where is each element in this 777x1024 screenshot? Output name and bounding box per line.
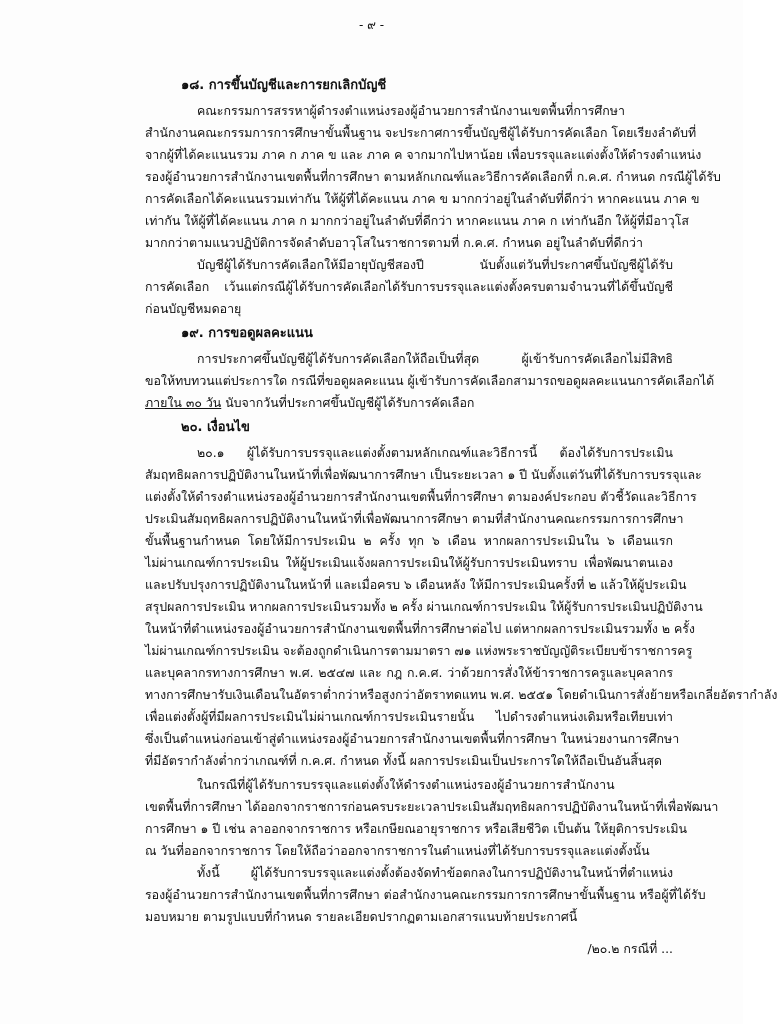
- section-18-p1-line: การคัดเลือกได้คะแนนรวมเท่ากัน ให้ผู้ที่ได้คะแนน ภาค ข มากกว่าอยู่ในลำดับที่ดีกว่า หากคะแนน ภาค ข: [145, 191, 700, 206]
- section-18-p1-line: สำนักงานคณะกรรมการการศึกษาขั้นพื้นฐาน จะประกาศการขึ้นบัญชีผู้ได้รับการคัดเลือก โดยเรียงลำดับที่: [145, 125, 697, 140]
- section-18-p1-line: รองผู้อำนวยการสำนักงานเขตพื้นที่การศึกษา ตามหลักเกณฑ์และวิธีการคัดเลือกที่ ก.ค.ศ. กำหนด กรณีผู้ได้รับ: [145, 169, 721, 184]
- section-20-p1-line: ที่มีอัตรากำลังต่ำกว่าเกณฑ์ที่ ก.ค.ศ. กำหนด ทั้งนี้ ผลการประเมินเป็นประการใดให้ถือเป็นอันสิ้นสุด: [145, 753, 662, 768]
- deadline-underlined: ภายใน ๓๐ วัน: [145, 395, 222, 410]
- section-19-p1-line: ขอให้ทบทวนแต่ประการใด กรณีที่ขอดูผลคะแนน ผู้เข้ารับการคัดเลือกสามารถขอดูผลคะแนนการคัดเลือกได้: [145, 373, 715, 388]
- section-18-p1-line: คณะกรรมการสรรหาผู้ดำรงตำแหน่งรองผู้อำนวยการสำนักงานเขตพื้นที่การศึกษา: [197, 103, 625, 118]
- section-20-p2-line: ในกรณีที่ผู้ได้รับการบรรจุและแต่งตั้งให้ดำรงตำแหน่งรองผู้อำนวยการสำนักงาน: [197, 777, 615, 792]
- section-20-p3-line: ทั้งนี้ ผู้ได้รับการบรรจุและแต่งตั้งต้องจัดทำข้อตกลงในการปฏิบัติงานในหน้าที่ตำแหน่ง: [197, 865, 673, 880]
- section-20-p1-line: ประเมินสัมฤทธิผลการปฏิบัติงานในหน้าที่เพื่อพัฒนาการศึกษา ตามที่สำนักงานคณะกรรมการการศึกษา: [145, 511, 684, 526]
- section-20-p2-line: เขตพื้นที่การศึกษา ได้ออกจากราชการก่อนครบระยะเวลาประเมินสัมฤทธิผลการปฏิบัติงานในหน้าที่เพื่อพัฒนา: [145, 799, 719, 814]
- section-20-p1-line: และบุคลากรทางการศึกษา พ.ศ. ๒๕๔๗ และ กฎ ก.ค.ศ. ว่าด้วยการสั่งให้ข้าราชการครูและบุคลากร: [145, 665, 673, 680]
- section-18-p1-line: มากกว่าตามแนวปฏิบัติการจัดลำดับอาวุโสในราชการตามที่ ก.ค.ศ. กำหนด อยู่ในลำดับที่ดีกว่า: [145, 235, 643, 250]
- section-20-p1-line: แต่งตั้งให้ดำรงตำแหน่งรองผู้อำนวยการสำนักงานเขตพื้นที่การศึกษา ตามองค์ประกอบ ตัวชี้วัดและวิธีการ: [145, 489, 697, 504]
- section-20-p1-line: ซึ่งเป็นตำแหน่งก่อนเข้าสู่ตำแหน่งรองผู้อำนวยการสำนักงานเขตพื้นที่การศึกษา ในหน่วยงานการศึกษา: [145, 731, 680, 746]
- section-19-p1-last-line: [145, 392, 673, 414]
- continuation-marker: /๒๐.๒ กรณีที่ ...: [587, 941, 673, 956]
- section-19-heading: ๑๙. การขอดูผลคะแนน: [181, 326, 313, 341]
- section-20-p1-line: ไม่ผ่านเกณฑ์การประเมิน ให้ผู้ประเมินแจ้งผลการประเมินให้ผู้รับการประเมินทราบ เพื่อพัฒนาตนเอง: [145, 555, 673, 570]
- section-20-p1-line: ในหน้าที่ตำแหน่งรองผู้อำนวยการสำนักงานเขตพื้นที่การศึกษาต่อไป แต่หากผลการประเมินรวมทั้ง ๒ ครั้ง: [145, 621, 695, 636]
- section-19-p1-line: การประกาศขึ้นบัญชีผู้ได้รับการคัดเลือกให้ถือเป็นที่สุด ผู้เข้ารับการคัดเลือกไม่มีสิทธิ: [197, 351, 673, 366]
- section-20-p1-line: เพื่อแต่งตั้งผู้ที่มีผลการประเมินไม่ผ่านเกณฑ์การประเมินรายนั้น ไปดำรงตำแหน่งเดิมหรือเทียบเท่า: [145, 709, 673, 724]
- section-20-p3-line: มอบหมาย ตามรูปแบบที่กำหนด รายละเอียดปรากฏตามเอกสารแนบท้ายประกาศนี้: [145, 909, 578, 924]
- section-20-p1-line: ขั้นพื้นฐานกำหนด โดยให้มีการประเมิน ๒ ครั้ง ทุก ๖ เดือน หากผลการประเมินใน ๖ เดือนแรก: [145, 533, 673, 548]
- section-20-p1-line: ๒๐.๑ ผู้ได้รับการบรรจุและแต่งตั้งตามหลักเกณฑ์และวิธีการนี้ ต้องได้รับการประเมิน: [197, 445, 673, 460]
- deadline-rest: นับจากวันที่ประกาศขึ้นบัญชีผู้ได้รับการคัดเลือก: [221, 395, 475, 410]
- section-18-p2-line: บัญชีผู้ได้รับการคัดเลือกให้มีอายุบัญชีสองปี นับตั้งแต่วันที่ประกาศขึ้นบัญชีผู้ได้รับ: [197, 257, 673, 272]
- section-18-p2-line: การคัดเลือก เว้นแต่กรณีผู้ได้รับการคัดเลือกได้รับการบรรจุและแต่งตั้งครบตามจำนวนที่ได้ขึ้นบัญชี: [145, 279, 673, 294]
- section-20-p1-line: และปรับปรุงการปฏิบัติงานในหน้าที่ และเมื่อครบ ๖ เดือนหลัง ให้มีการประเมินครั้งที่ ๒ แล้วให้ผู้ประเมิน: [145, 577, 687, 592]
- section-18-p2-line: ก่อนบัญชีหมดอายุ: [145, 301, 242, 316]
- section-20-p1-line: ทางการศึกษารับเงินเดือนในอัตราต่ำกว่าหรือสูงกว่าอัตราทดแทน พ.ศ. ๒๕๕๑ โดยดำเนินการสั่งย้ายหรือเกลี่ยอัตรากำลัง: [145, 687, 777, 702]
- section-20-p2-line: การศึกษา ๑ ปี เช่น ลาออกจากราชการ หรือเกษียณอายุราชการ หรือเสียชีวิต เป็นต้น ให้ยุติการประเมิน: [145, 821, 687, 836]
- section-20-p3-line: รองผู้อำนวยการสำนักงานเขตพื้นที่การศึกษา ต่อสำนักงานคณะกรรมการการศึกษาขั้นพื้นฐาน หรือผู้ที่ได้รับ: [145, 887, 706, 902]
- section-18-heading: ๑๘. การขึ้นบัญชีและการยกเลิกบัญชี: [181, 78, 387, 93]
- section-20-p1-line: สัมฤทธิผลการปฏิบัติงานในหน้าที่เพื่อพัฒนาการศึกษา เป็นระยะเวลา ๑ ปี นับตั้งแต่วันที่ได้รับการบรรจุและ: [145, 467, 702, 482]
- section-18-p1-line: เท่ากัน ให้ผู้ที่ได้คะแนน ภาค ก มากกว่าอยู่ในลำดับที่ดีกว่า หากคะแนน ภาค ก เท่ากันอีก ให้ผู้ที่มีอาวุโส: [145, 213, 689, 228]
- section-18-p1-line: จากผู้ที่ได้คะแนนรวม ภาค ก ภาค ข และ ภาค ค จากมากไปหาน้อย เพื่อบรรจุและแต่งตั้งให้ดำรงตำแหน่ง: [145, 147, 702, 162]
- section-20-p2-line: ณ วันที่ออกจากราชการ โดยให้ถือว่าออกจากราชการในตำแหน่งที่ได้รับการบรรจุและแต่งตั้งนั้น: [145, 843, 650, 858]
- section-20-heading: ๒๐. เงื่อนไข: [181, 420, 250, 435]
- section-20-p1-line: สรุปผลการประเมิน หากผลการประเมินรวมทั้ง ๒ ครั้ง ผ่านเกณฑ์การประเมิน ให้ผู้รับการประเมินปฏิบัติงาน: [145, 599, 703, 614]
- page-number: - ๙ -: [358, 18, 385, 32]
- section-20-p1-line: ไม่ผ่านเกณฑ์การประเมิน จะต้องถูกดำเนินการตามมาตรา ๗๑ แห่งพระราชบัญญัติระเบียบข้าราชการครู: [145, 643, 693, 658]
